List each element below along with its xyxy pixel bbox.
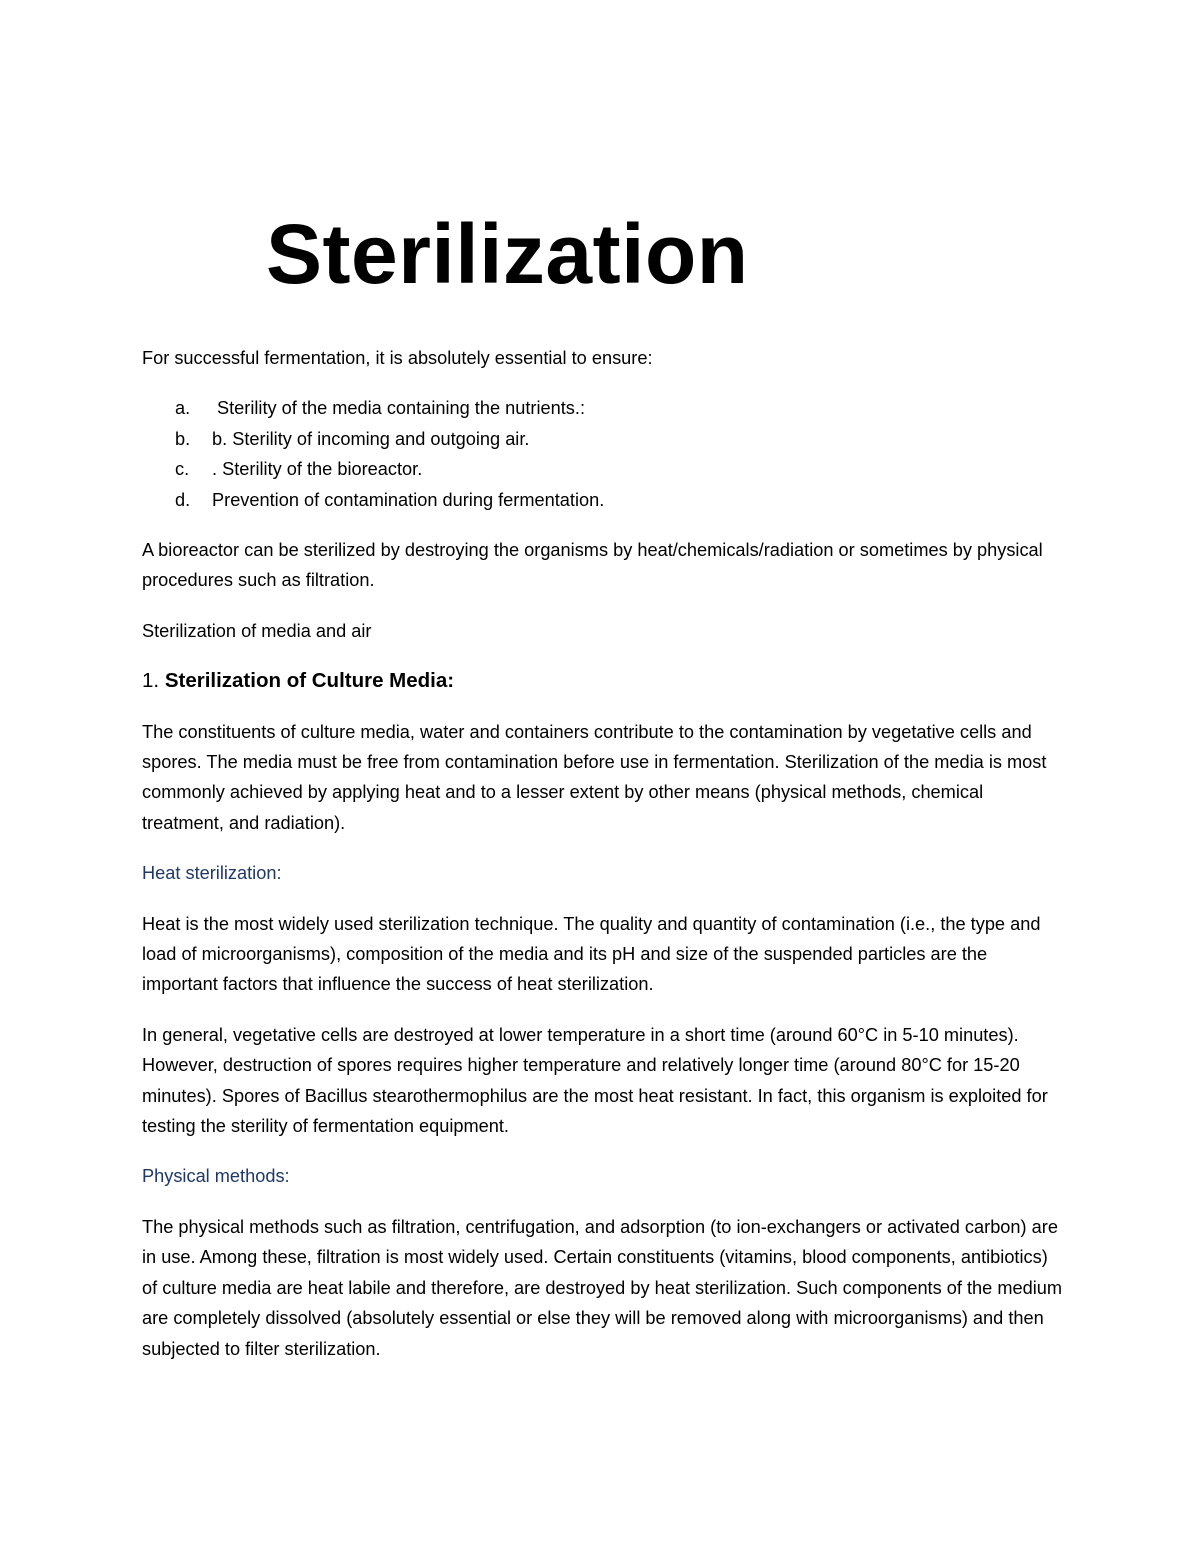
list-marker: d. [175,489,191,510]
bioreactor-paragraph: A bioreactor can be sterilized by destroying the organisms by heat/chemicals/radiation or sometimes by physical procedures such as filtration. [142,539,1043,591]
list-item [142,454,1062,484]
intro-paragraph: For successful fermentation, it is absolutely essential to ensure: [142,348,653,368]
list-item-text: Sterility of the media containing the nutrients.: [217,398,585,419]
section-heading-text: Sterilization of Culture Media: [164,669,455,693]
list-item [142,424,1062,454]
heat-sterilization-paragraph-1: Heat is the most widely used sterilization technique. The quality and quantity of contamination (i.e., the type and load of microorganisms), composition of the media and its pH and size of the suspended particles are the important factors that influence the success of heat sterilization. [142,913,1041,995]
media-air-line: Sterilization of media and air [142,620,372,641]
list-item [142,485,1062,515]
heat-sterilization-paragraph-2: In general, vegetative cells are destroyed at lower temperature in a short time (around 60°C in 5-10 minutes). However, destruction of spores requires higher temperature and relatively longer time (around 80°C for 15-20 minutes). Spores of Bacillus stearothermophilus are the most heat resistant. In fact, this organism is exploited for testing the sterility of fermentation equipment. [142,1024,1048,1137]
list-item-text: b. Sterility of incoming and outgoing air. [212,428,530,449]
list-item-text: Prevention of contamination during fermentation. [212,489,605,510]
physical-methods-heading: Physical methods: [142,1166,290,1187]
list-item-text: . Sterility of the bioreactor. [212,459,423,480]
list-marker: c. [175,459,190,480]
list-item [142,393,1062,423]
requirements-list [142,393,1062,515]
list-marker: a. [175,398,191,419]
page-title: Sterilization [266,207,749,301]
document-body [142,343,1062,1384]
heat-sterilization-heading: Heat sterilization: [142,863,282,884]
physical-methods-paragraph: The physical methods such as filtration, centrifugation, and adsorption (to ion-exchangers or activated carbon) are in use. Among these, filtration is most widely used. Certain constituents (vitamins, blood components, antibiotics) of culture media are heat labile and therefore, are destroyed by heat sterilization. Such components of the medium are completely dissolved (absolutely essential or else they will be removed along with microorganisms) and then subjected to filter sterilization. [142,1216,1063,1359]
section-number: 1. [142,669,160,693]
section-heading-culture-media [142,666,1062,696]
culture-media-paragraph: The constituents of culture media, water and containers contribute to the contamination by vegetative cells and spores. The media must be free from contamination before use in fermentation. Sterilization of the media is most commonly achieved by applying heat and to a lesser extent by other means (physical methods, chemical treatment, and radiation). [142,721,1047,833]
list-marker: b. [175,428,191,449]
